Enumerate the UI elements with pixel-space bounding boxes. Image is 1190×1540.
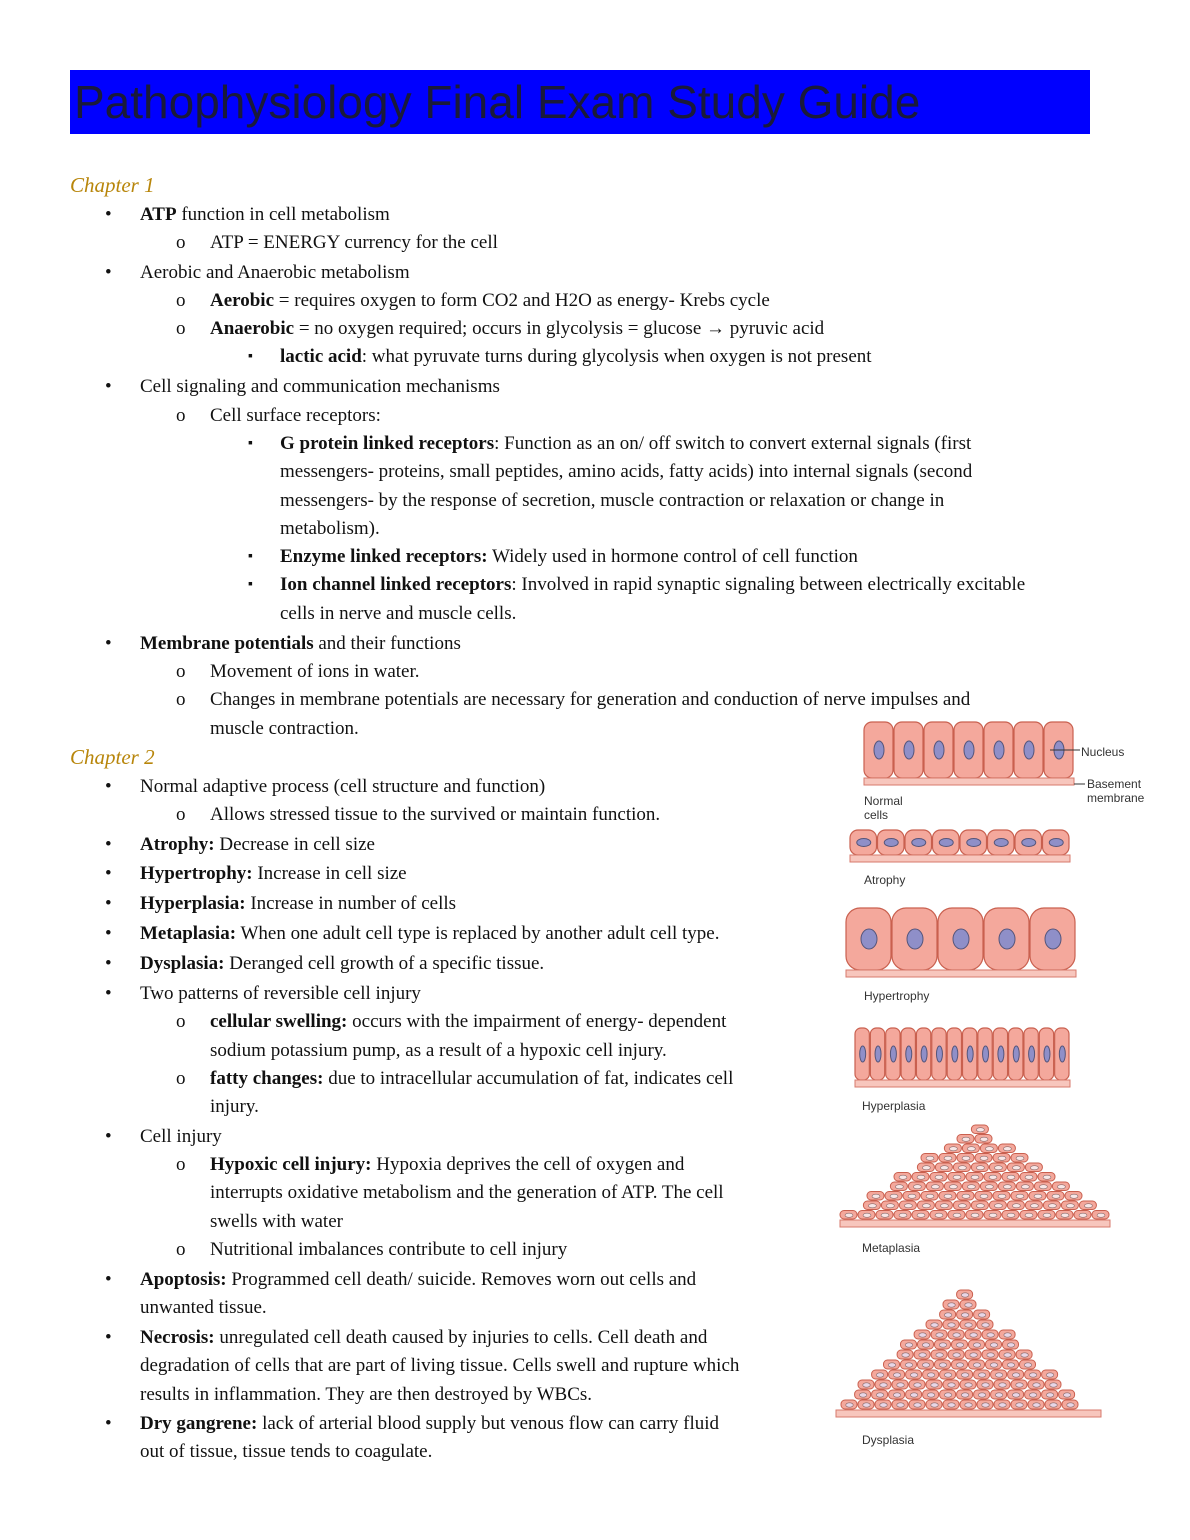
nucleus [922,1166,930,1170]
list-item: Allows stressed tissue to the survived or maintain function. [210,804,661,825]
list-item: Cell injury [140,1126,222,1147]
nucleus [886,1204,894,1208]
hyperplasia-label: Hyperplasia [862,1099,926,1113]
nucleus [874,741,884,759]
nucleus [962,1156,970,1160]
nucleus [846,1403,853,1407]
nucleus [1025,1213,1033,1217]
nucleus [1012,1373,1019,1377]
nucleus [953,1213,961,1217]
nucleus [958,1204,966,1208]
nucleus [1050,1403,1057,1407]
nucleus [1033,1403,1040,1407]
nucleus [895,1185,903,1189]
atrophy-label: Atrophy [864,873,906,887]
nucleus [1034,1194,1042,1198]
list-item-continuation: sodium potassium pump, as a result of a hypoxic cell injury. [210,1040,667,1061]
nucleus [931,1185,939,1189]
list-item: Apoptosis: Programmed cell death/ suicide. Removes worn out cells and [140,1269,697,1290]
list-item: Hypoxic cell injury: Hypoxia deprives the cell of oxygen and [210,1154,685,1175]
nucleus [982,1323,989,1327]
nucleus [931,1323,938,1327]
nucleus [857,839,871,847]
square-bullet-icon: ▪ [248,349,253,364]
list-item: Aerobic and Anaerobic metabolism [140,262,410,283]
nucleus [876,1393,883,1397]
nucleus [890,1194,898,1198]
nucleus [976,1204,984,1208]
nucleus [845,1213,853,1217]
circle-bullet-icon: o [176,804,186,825]
nucleus [884,839,898,847]
nucleus [934,741,944,759]
nucleus [1024,1363,1031,1367]
nucleus [860,1046,866,1062]
list-item-continuation: messengers- by the response of secretion, muscle contraction or relaxation or change in [280,490,945,511]
nucleus [948,1303,955,1307]
nucleus [917,1175,925,1179]
nucleus [948,1403,955,1407]
bullet-icon: • [105,204,112,225]
nucleus [1012,1393,1019,1397]
nucleus [994,741,1004,759]
nucleus [1029,1373,1036,1377]
nucleus [980,1194,988,1198]
nucleus [949,1185,957,1189]
nucleus [1021,1185,1029,1189]
list-item-continuation: cells in nerve and muscle cells. [280,603,517,624]
nucleus [1025,1175,1033,1179]
circle-bullet-icon: o [176,689,186,710]
nucleus [888,1363,895,1367]
nucleus [958,1166,966,1170]
bullet-icon: • [105,1126,112,1147]
nucleus [905,1363,912,1367]
nucleus [1007,1363,1014,1367]
nucleus [961,1293,968,1297]
nucleus [1070,1194,1078,1198]
nucleus [914,1403,921,1407]
nucleus [1061,1213,1069,1217]
nucleus [998,1046,1004,1062]
nucleus [935,1175,943,1179]
list-item-continuation: injury. [210,1096,259,1117]
nucleus [863,1213,871,1217]
bullet-icon: • [105,1413,112,1434]
basement-membrane [850,855,1070,862]
hypertrophy-label: Hypertrophy [864,989,930,1003]
bullet-icon: • [105,834,112,855]
nucleus [1059,1046,1065,1062]
list-item-continuation: interrupts oxidative metabolism and the generation of ATP. The cell [210,1182,724,1203]
nucleus [973,1343,980,1347]
bullet-icon: • [105,1269,112,1290]
circle-bullet-icon: o [176,232,186,253]
nucleus [897,1383,904,1387]
nucleus [1007,1343,1014,1347]
nucleus [1079,1213,1087,1217]
nucleus [917,1213,925,1217]
nucleus [1046,1393,1053,1397]
nucleus-label: Nucleus [1081,745,1125,759]
nucleus [863,1403,870,1407]
nucleus [978,1373,985,1377]
list-item: fatty changes: due to intracellular accumulation of fat, indicates cell [210,1068,734,1089]
nucleus [952,1046,958,1062]
list-item-continuation: out of tissue, tissue tends to coagulate. [140,1441,433,1462]
nucleus [904,741,914,759]
list-item-continuation: degradation of cells that are part of living tissue. Cells swell and rupture which [140,1355,740,1376]
nucleus [944,1393,951,1397]
list-item: Membrane potentials and their functions [140,633,461,654]
page-title: Pathophysiology Final Exam Study Guide [74,76,921,128]
nucleus [995,1393,1002,1397]
nucleus [1046,1373,1053,1377]
nucleus [998,1194,1006,1198]
nucleus [953,1175,961,1179]
nucleus [863,1383,870,1387]
nucleus [1003,1147,1011,1151]
circle-bullet-icon: o [176,1239,186,1260]
nucleus [1016,1403,1023,1407]
nucleus [859,1393,866,1397]
nucleus [967,1185,975,1189]
nucleus [980,1137,988,1141]
list-item: Dysplasia: Deranged cell growth of a specific tissue. [140,953,545,974]
square-bullet-icon: ▪ [248,436,253,451]
list-item: Nutritional imbalances contribute to cell injury [210,1239,568,1260]
nucleus [893,1373,900,1377]
nucleus [1043,1175,1051,1179]
nucleus [899,1175,907,1179]
nucleus [936,1353,943,1357]
nucleus [965,1383,972,1387]
nucleus [939,1343,946,1347]
nucleus [990,1363,997,1367]
nucleus [1063,1393,1070,1397]
nucleus [953,1333,960,1337]
nucleus [1039,1185,1047,1189]
bullet-icon: • [105,953,112,974]
nucleus [1004,1353,1011,1357]
basement-label: Basement [1087,777,1142,791]
nucleus [931,1403,938,1407]
nucleus [1066,1204,1074,1208]
basement-membrane [840,1220,1110,1227]
nucleus [944,1156,952,1160]
nucleus [876,1373,883,1377]
nucleus [906,1046,912,1062]
nucleus [922,1204,930,1208]
nucleus [1016,1194,1024,1198]
nucleus [944,1313,951,1317]
bullet-icon: • [105,376,112,397]
list-item: lactic acid: what pyruvate turns during glycolysis when oxygen is not present [280,346,872,367]
list-item: Atrophy: Decrease in cell size [140,834,375,855]
circle-bullet-icon: o [176,290,186,311]
nucleus [944,1194,952,1198]
nucleus [939,1363,946,1367]
nucleus [971,1213,979,1217]
list-item: cellular swelling: occurs with the impairment of energy- dependent [210,1011,727,1032]
nucleus [872,1194,880,1198]
nucleus [965,1323,972,1327]
nucleus [1003,1185,1011,1189]
nucleus [1052,1194,1060,1198]
nucleus [994,1166,1002,1170]
nucleus [994,839,1008,847]
nucleus [998,1156,1006,1160]
nucleus [985,1185,993,1189]
nucleus [922,1343,929,1347]
nucleus [1029,1393,1036,1397]
nucleus [1045,929,1061,949]
nucleus [994,1204,1002,1208]
nucleus [1033,1383,1040,1387]
circle-bullet-icon: o [176,318,186,339]
nucleus [967,1147,975,1151]
nucleus [962,1137,970,1141]
membrane-label: membrane [1087,791,1145,805]
circle-bullet-icon: o [176,1011,186,1032]
nucleus [1007,1213,1015,1217]
circle-bullet-icon: o [176,405,186,426]
nucleus [967,839,981,847]
nucleus [956,1343,963,1347]
nucleus [907,929,923,949]
nucleus [875,1046,881,1062]
nucleus [999,1383,1006,1387]
metaplasia-label: Metaplasia [862,1241,921,1255]
list-item-continuation: swells with water [210,1211,343,1232]
nucleus [961,1313,968,1317]
bullet-icon: • [105,1327,112,1348]
nucleus [985,1147,993,1151]
nucleus [949,1147,957,1151]
list-item: Ion channel linked receptors: Involved in rapid synaptic signaling between electrically excitable [280,574,1026,595]
nucleus [940,1204,948,1208]
nucleus [1012,1204,1020,1208]
nucleus [953,1353,960,1357]
nucleus [940,1166,948,1170]
nucleus [987,1353,994,1357]
nucleus [999,1403,1006,1407]
nucleus [1004,1333,1011,1337]
nucleus [999,929,1015,949]
square-bullet-icon: ▪ [248,549,253,564]
nucleus [897,1403,904,1407]
nucleus [989,1213,997,1217]
list-item-continuation: results in inflammation. They are then destroyed by WBCs. [140,1384,593,1405]
nucleus [976,1128,984,1132]
nucleus [987,1333,994,1337]
nucleus [970,1353,977,1357]
bullet-icon: • [105,893,112,914]
square-bullet-icon: ▪ [248,577,253,592]
nucleus [1012,1166,1020,1170]
nucleus [983,1046,989,1062]
nucleus [910,1373,917,1377]
nucleus [976,1166,984,1170]
list-item: Metaplasia: When one adult cell type is replaced by another adult cell type. [140,923,720,944]
nucleus [936,1333,943,1337]
nucleus [1021,1353,1028,1357]
nucleus [971,1175,979,1179]
nucleus [995,1373,1002,1377]
nucleus [980,1156,988,1160]
list-item: Two patterns of reversible cell injury [140,983,421,1004]
dysplasia-label: Dysplasia [862,1433,915,1447]
nucleus [927,1393,934,1397]
bullet-icon: • [105,863,112,884]
nucleus [910,1393,917,1397]
basement-membrane [846,970,1076,977]
nucleus [1016,1383,1023,1387]
nucleus [956,1363,963,1367]
nucleus [893,1393,900,1397]
nucleus [1022,839,1036,847]
nucleus [965,1303,972,1307]
nucleus [973,1363,980,1367]
nucleus [1044,1046,1050,1062]
nucleus [919,1333,926,1337]
nucleus [962,1194,970,1198]
basement-membrane [836,1410,1101,1417]
list-item: Changes in membrane potentials are necessary for generation and conduction of nerve impulses and [210,689,971,710]
list-item: Hypertrophy: Increase in cell size [140,863,407,884]
nucleus [967,1046,973,1062]
chapter-1-heading: Chapter 1 [70,173,155,197]
circle-bullet-icon: o [176,661,186,682]
nucleus [899,1213,907,1217]
nucleus [948,1323,955,1327]
nucleus [880,1403,887,1407]
list-item-continuation: unwanted tissue. [140,1297,267,1318]
bullet-icon: • [105,923,112,944]
list-item: Anaerobic = no oxygen required; occurs in glycolysis = glucose → pyruvic acid [210,318,825,339]
nucleus [953,929,969,949]
basement-membrane [855,1080,1070,1087]
list-item: Enzyme linked receptors: Widely used in hormone control of cell function [280,546,858,567]
list-item: Normal adaptive process (cell structure and function) [140,776,546,797]
list-item: ATP function in cell metabolism [140,204,390,225]
nucleus [965,1403,972,1407]
bullet-icon: • [105,633,112,654]
nucleus [927,1373,934,1377]
nucleus [913,1185,921,1189]
list-item: Necrosis: unregulated cell death caused by injuries to cells. Cell death and [140,1327,708,1348]
nucleus [881,1213,889,1217]
nucleus [880,1383,887,1387]
nucleus [944,1373,951,1377]
nucleus [1013,1046,1019,1062]
nucleus [978,1313,985,1317]
nucleus [1016,1156,1024,1160]
bullet-icon: • [105,776,112,797]
nucleus [921,1046,927,1062]
nucleus [905,1343,912,1347]
nucleus [914,1383,921,1387]
nucleus [926,1156,934,1160]
basement-membrane [864,778,1074,785]
list-item-continuation: metabolism). [280,518,380,539]
nucleus [861,929,877,949]
list-item: Movement of ions in water. [210,661,420,682]
circle-bullet-icon: o [176,1154,186,1175]
nucleus [1067,1403,1074,1407]
nucleus [1030,1204,1038,1208]
nucleus [982,1403,989,1407]
list-item: Aerobic = requires oxygen to form CO2 and H2O as energy- Krebs cycle [210,290,770,311]
nucleus [978,1393,985,1397]
nucleus [1029,1046,1035,1062]
nucleus [970,1333,977,1337]
list-item: Cell surface receptors: [210,405,381,426]
normal-cells-label: Normal cells [864,794,903,822]
nucleus [1043,1213,1051,1217]
nucleus [936,1046,942,1062]
nucleus [1007,1175,1015,1179]
list-item: Dry gangrene: lack of arterial blood supply but venous flow can carry fluid [140,1413,719,1434]
nucleus [989,1175,997,1179]
list-item: Cell signaling and communication mechanisms [140,376,500,397]
nucleus [912,839,926,847]
nucleus [904,1204,912,1208]
nucleus [1084,1204,1092,1208]
list-item: ATP = ENERGY currency for the cell [210,232,498,253]
nucleus [1024,741,1034,759]
nucleus [931,1383,938,1387]
list-item-continuation: messengers- proteins, small peptides, amino acids, fatty acids) into internal signals (second [280,461,973,482]
nucleus [1030,1166,1038,1170]
nucleus [948,1383,955,1387]
list-item-continuation: muscle contraction. [210,718,359,739]
chapter-2-heading: Chapter 2 [70,745,155,769]
nucleus [939,839,953,847]
nucleus [961,1373,968,1377]
nucleus [1048,1204,1056,1208]
nucleus [935,1213,943,1217]
nucleus [1050,1383,1057,1387]
nucleus [919,1353,926,1357]
nucleus [922,1363,929,1367]
nucleus [926,1194,934,1198]
nucleus [1049,839,1063,847]
bullet-icon: • [105,262,112,283]
nucleus [961,1393,968,1397]
nucleus [890,1046,896,1062]
circle-bullet-icon: o [176,1068,186,1089]
bullet-icon: • [105,983,112,1004]
nucleus [982,1383,989,1387]
nucleus [868,1204,876,1208]
nucleus [964,741,974,759]
list-item: G protein linked receptors: Function as an on/ off switch to convert external signals (first [280,433,972,454]
nucleus [902,1353,909,1357]
nucleus [1097,1213,1105,1217]
nucleus [908,1194,916,1198]
list-item: Hyperplasia: Increase in number of cells [140,893,457,914]
nucleus [1057,1185,1065,1189]
nucleus [990,1343,997,1347]
